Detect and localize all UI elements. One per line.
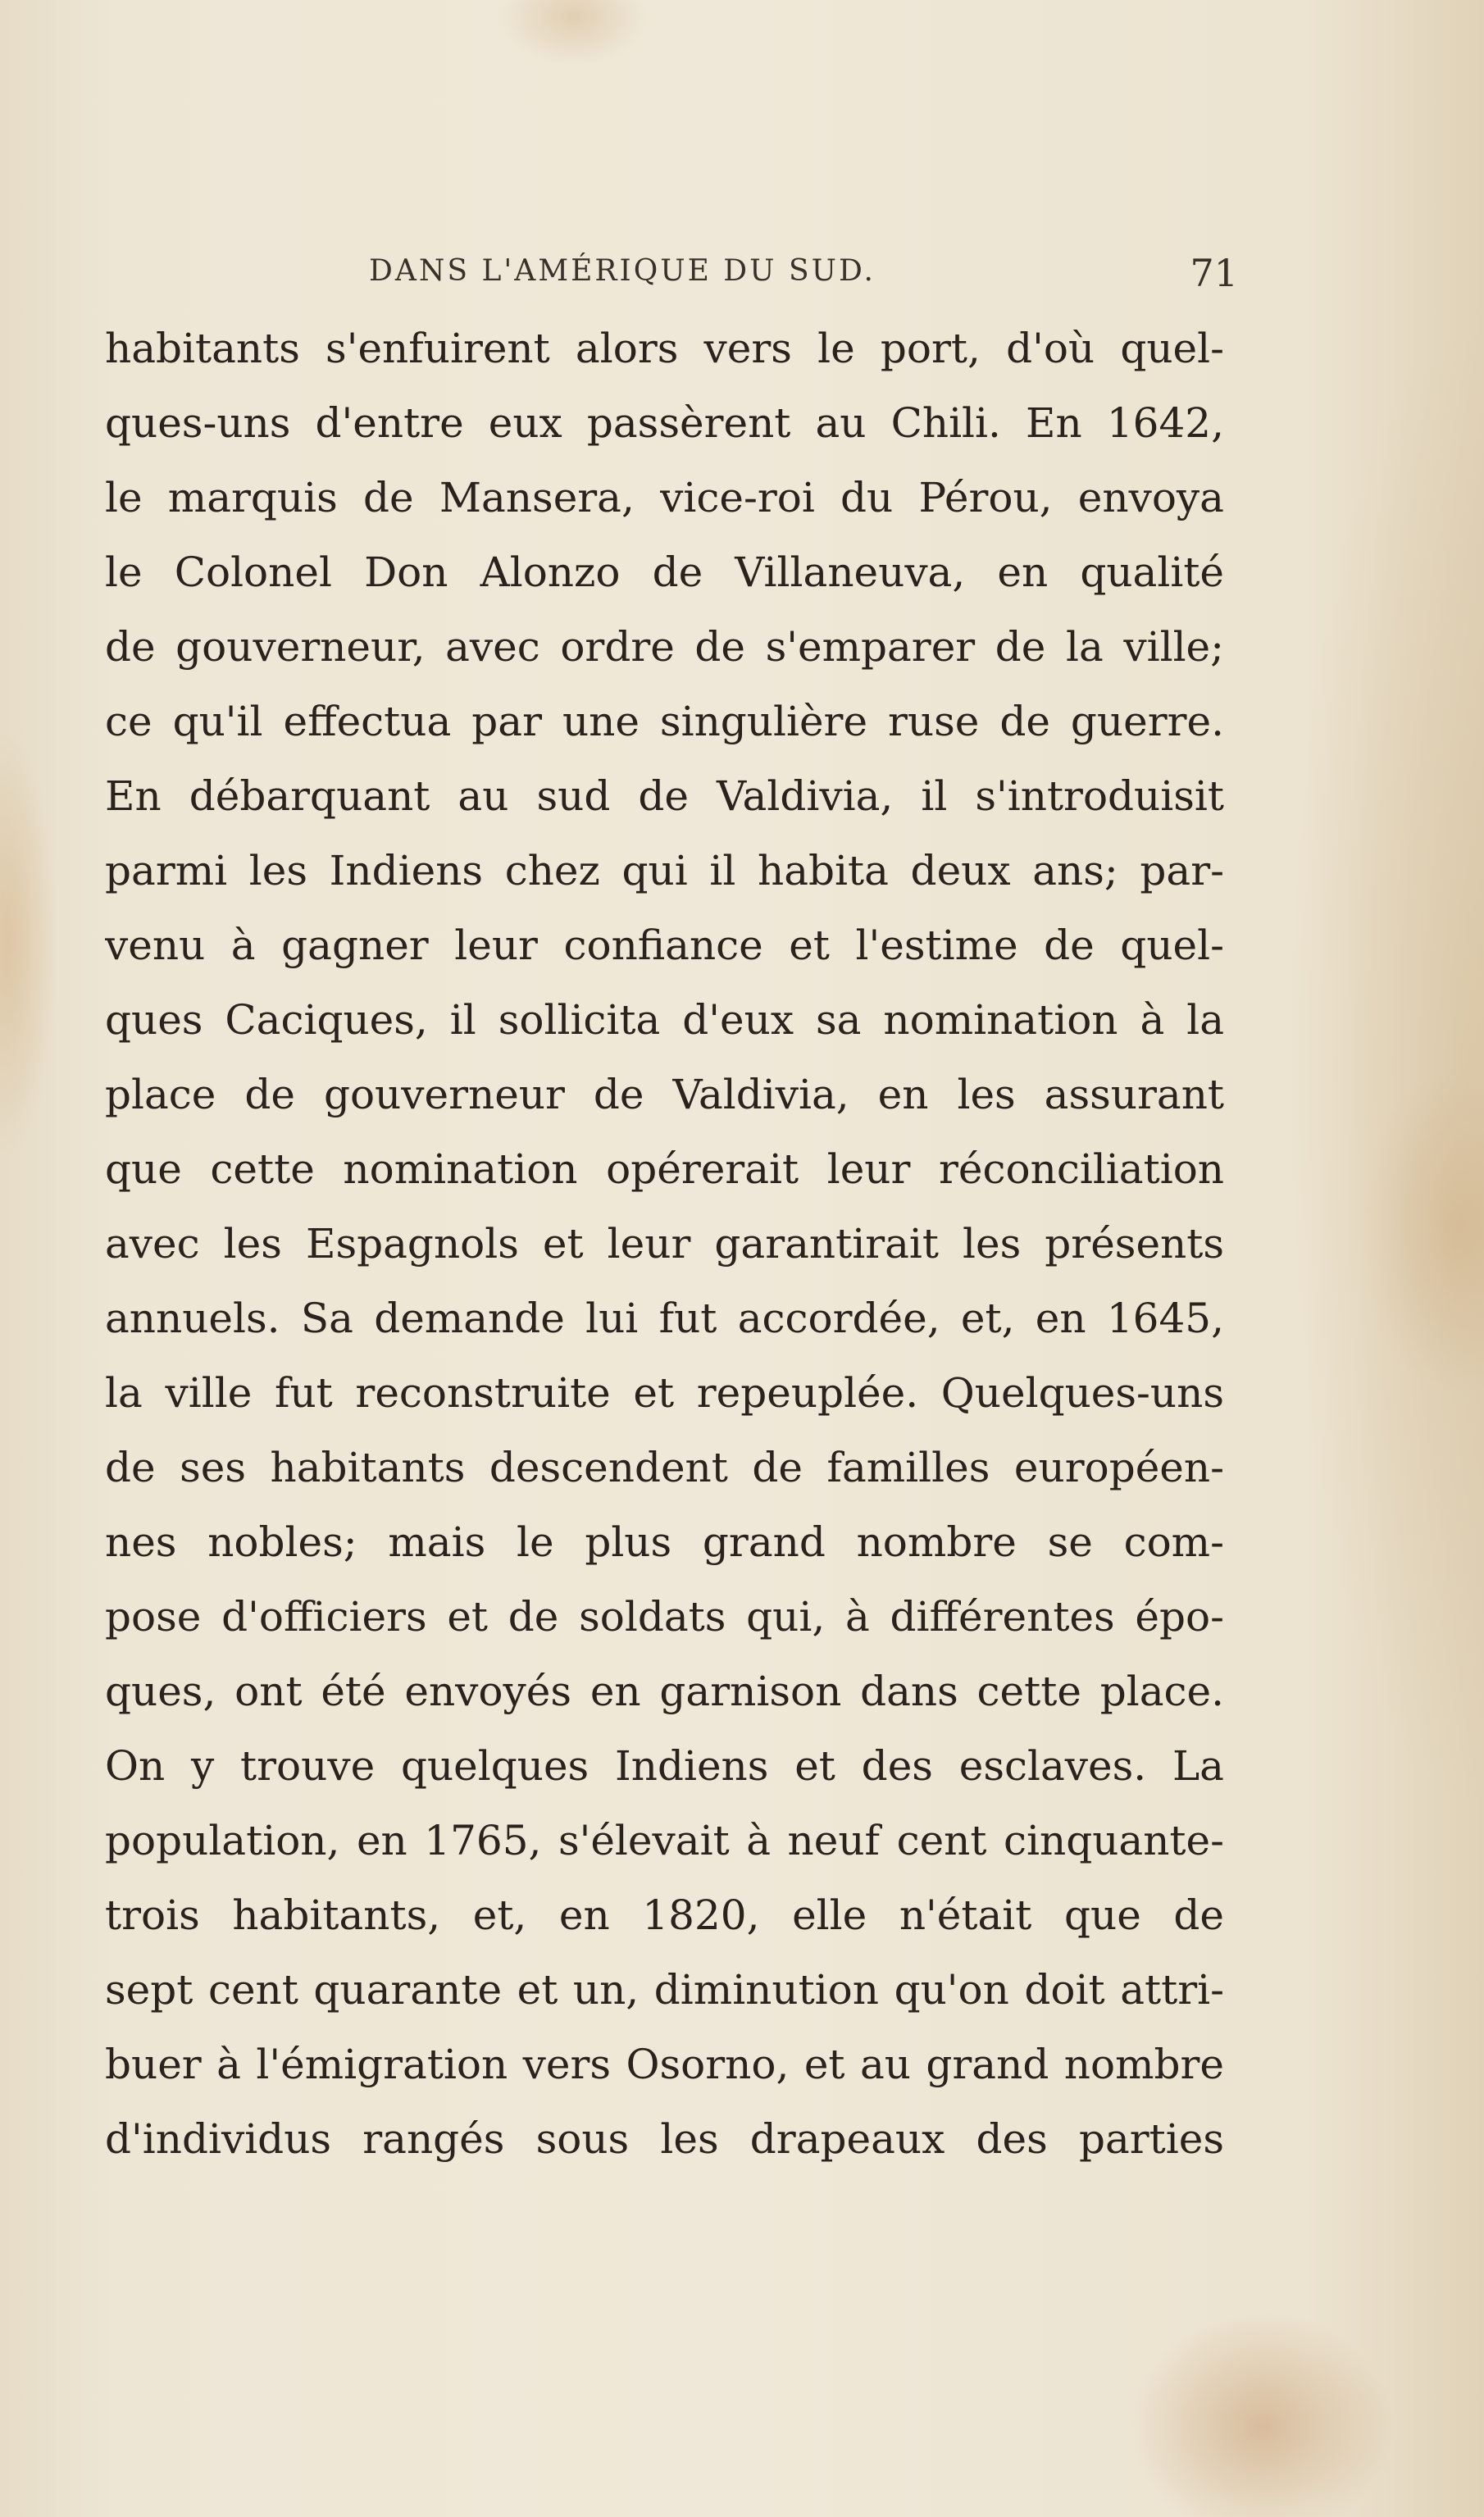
text-line: ques-uns d'entre eux passèrent au Chili. En 1642,	[105, 399, 1224, 447]
text-line: parmi les Indiens chez qui il habita deux ans; par-	[105, 847, 1224, 894]
text-line: buer à l'émigration vers Osorno, et au grand nombre	[105, 2041, 1224, 2088]
text-line: venu à gagner leur confiance et l'estime de quel-	[105, 922, 1224, 969]
text-line: le Colonel Don Alonzo de Villaneuva, en qualité	[105, 548, 1224, 596]
text-line: ce qu'il effectua par une singulière ruse de guerre.	[105, 698, 1224, 745]
text-line: la ville fut reconstruite et repeuplée. Quelques-uns	[105, 1369, 1224, 1417]
body-text	[105, 312, 1224, 2177]
text-line: annuels. Sa demande lui fut accordée, et, en 1645,	[105, 1295, 1224, 1342]
text-line: population, en 1765, s'élevait à neuf cent cinquante-	[105, 1817, 1224, 1864]
text-line: ques Caciques, il sollicita d'eux sa nomination à la	[105, 996, 1224, 1044]
running-head: DANS L'AMÉRIQUE DU SUD.	[369, 254, 876, 288]
page-header	[369, 251, 1238, 303]
text-line: place de gouverneur de Valdivia, en les assurant	[105, 1071, 1224, 1118]
text-line: sept cent quarante et un, diminution qu'on doit attri-	[105, 1966, 1224, 2014]
text-line: On y trouve quelques Indiens et des esclaves. La	[105, 1742, 1224, 1790]
text-line: En débarquant au sud de Valdivia, il s'introduisit	[105, 772, 1224, 820]
text-line: d'individus rangés sous les drapeaux des parties	[105, 2115, 1224, 2163]
text-line: de ses habitants descendent de familles européen-	[105, 1444, 1224, 1491]
text-line: nes nobles; mais le plus grand nombre se com-	[105, 1518, 1224, 1566]
text-line: habitants s'enfuirent alors vers le port, d'où quel-	[105, 325, 1224, 372]
text-line: le marquis de Mansera, vice-roi du Pérou, envoya	[105, 474, 1224, 521]
text-line: de gouverneur, avec ordre de s'emparer de la ville;	[105, 623, 1224, 671]
text-line: ques, ont été envoyés en garnison dans cette place.	[105, 1668, 1224, 1715]
text-line: pose d'officiers et de soldats qui, à différentes épo-	[105, 1593, 1224, 1641]
text-line: que cette nomination opérerait leur réconciliation	[105, 1145, 1224, 1193]
page-number: 71	[1190, 251, 1238, 295]
text-line: trois habitants, et, en 1820, elle n'était que de	[105, 1891, 1224, 1939]
text-line: avec les Espagnols et leur garantirait les présents	[105, 1220, 1224, 1268]
